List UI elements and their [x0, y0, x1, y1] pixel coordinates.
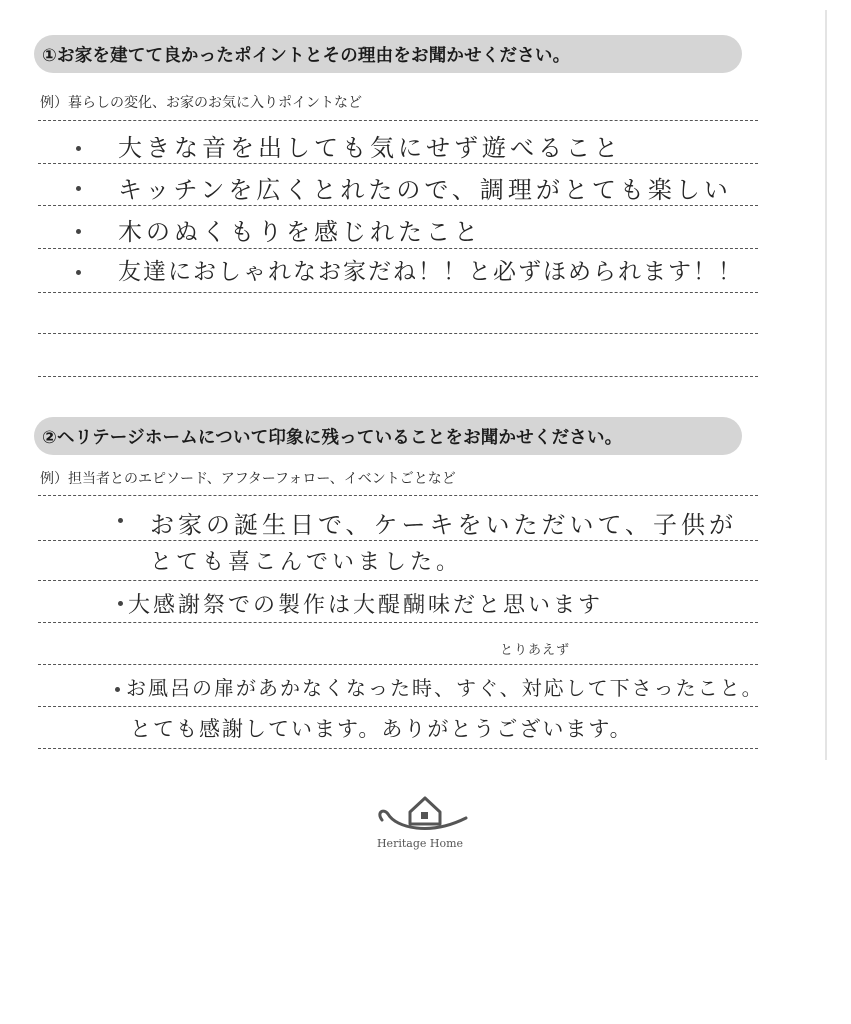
question-2-text: ②ヘリテージホームについて印象に残っていることをお聞かせください。 — [42, 427, 623, 448]
question-1-heading — [34, 35, 742, 73]
logo-text: Heritage Home — [376, 837, 464, 850]
answer-2-4: お風呂の扉があかなくなった時、すぐ、対応して下さったこと。 — [126, 676, 764, 700]
bullet-icon — [76, 186, 81, 191]
bullet-icon — [76, 229, 81, 234]
answer-line — [38, 333, 758, 334]
bullet-icon — [76, 146, 81, 151]
answer-line — [38, 540, 758, 541]
answer-1-1: 大きな音を出しても気にせず遊べること — [118, 134, 622, 162]
answer-1-4: 友達におしゃれなお家だね！！と必ずほめられます！！ — [118, 259, 743, 285]
answer-line — [38, 163, 758, 164]
answer-2-5: とても感謝しています。ありがとうございます。 — [130, 717, 633, 741]
bullet-icon — [76, 270, 81, 275]
bullet-icon — [118, 518, 123, 523]
answer-line — [38, 748, 758, 749]
answer-1-3: 木のぬくもりを感じれたこと — [118, 218, 482, 246]
answer-line — [38, 495, 758, 496]
answer-1-2: キッチンを広くとれたので、調理がとても楽しい — [118, 176, 732, 204]
example-2: 例）担当者とのエピソード、アフターフォロー、イベントごとなど — [40, 471, 456, 487]
answer-line — [38, 376, 758, 377]
answer-line — [38, 706, 758, 707]
answer-line — [38, 205, 758, 206]
answer-line — [38, 580, 758, 581]
answer-2-2: とても喜こんでいました。 — [150, 550, 463, 575]
bullet-icon — [118, 601, 123, 606]
page-edge — [825, 10, 827, 760]
bullet-icon — [115, 687, 120, 692]
example-1: 例）暮らしの変化、お家のお気に入りポイントなど — [40, 95, 362, 111]
answer-2-1: お家の誕生日で、ケーキをいただいて、子供が — [150, 511, 738, 539]
answer-line — [38, 622, 758, 623]
answer-line — [38, 292, 758, 293]
answer-line — [38, 664, 758, 665]
answer-line — [38, 248, 758, 249]
answer-line — [38, 120, 758, 121]
insertion-note: とりあえず — [500, 643, 571, 658]
question-2-heading — [34, 417, 742, 455]
answer-2-3: 大感謝祭での製作は大醍醐味だと思います — [128, 593, 604, 618]
question-1-text: ①お家を建てて良かったポイントとその理由をお聞かせください。 — [42, 45, 571, 66]
